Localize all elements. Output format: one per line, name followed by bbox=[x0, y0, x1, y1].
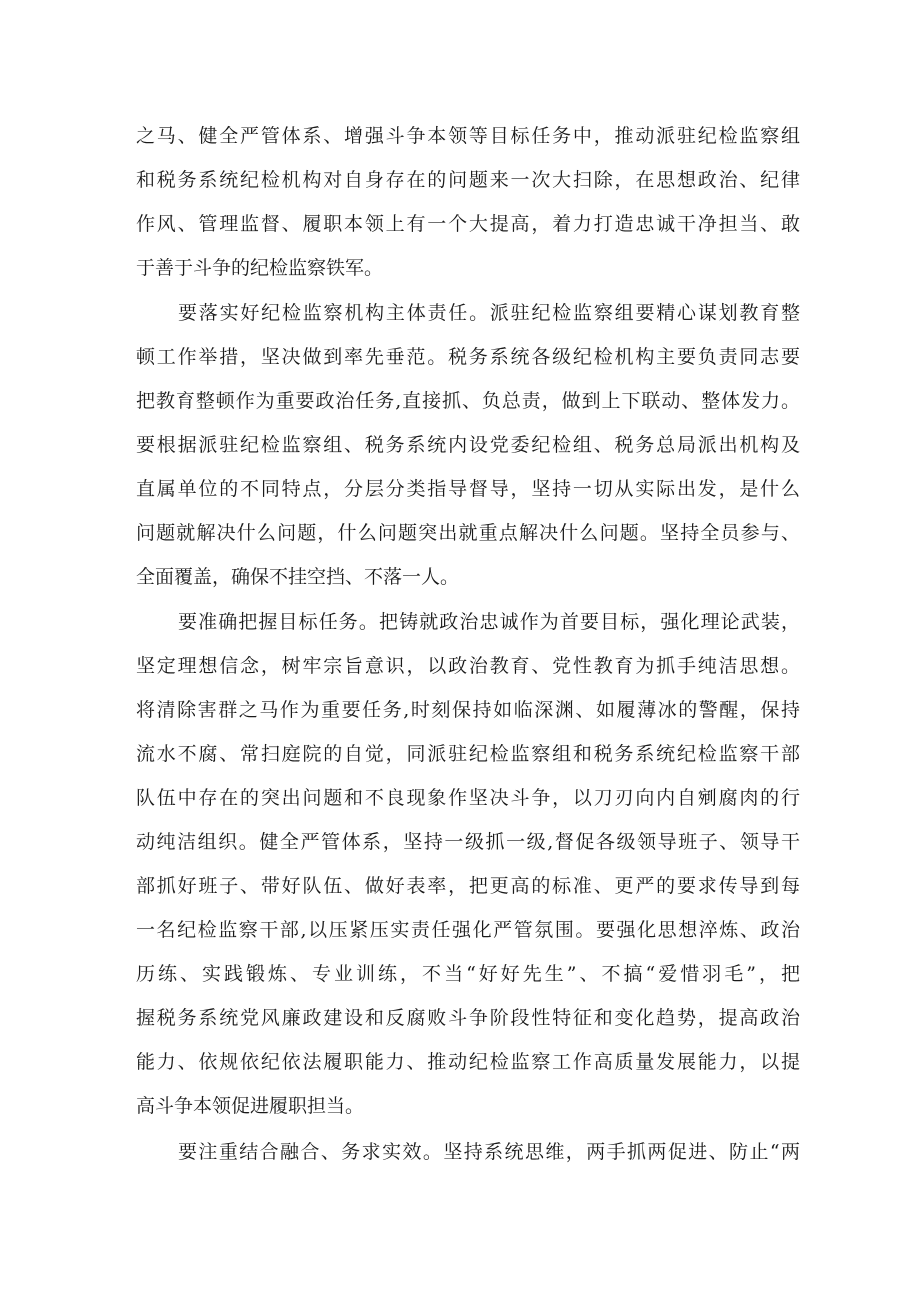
paragraph-first-line: 要注重结合融合、务求实效。坚持系统思维，两手抓两促进、防止“两 bbox=[178, 1141, 800, 1163]
text-line: 问题就解决什么问题，什么问题突出就重点解决什么问题。坚持全员参与、 bbox=[136, 522, 800, 544]
text-line: 作风、管理监督、履职本领上有一个大提高，着力打造忠诚干净担当、敢 bbox=[136, 213, 800, 235]
text-line: 一名纪检监察干部,以压紧压实责任强化严管氛围。要强化思想淬炼、政治 bbox=[136, 919, 800, 941]
text-line: 部抓好班子、带好队伍、做好表率，把更高的标准、更严的要求传导到每 bbox=[136, 875, 800, 897]
text-line: 于善于斗争的纪检监察铁军。 bbox=[136, 257, 384, 279]
text-line: 和税务系统纪检机构对自身存在的问题来一次大扫除，在思想政治、纪律 bbox=[136, 169, 800, 191]
text-line: 顿工作举措，坚决做到率先垂范。税务系统各级纪检机构主要负责同志要 bbox=[136, 346, 800, 368]
text-line: 把教育整顿作为重要政治任务,直接抓、负总责，做到上下联动、整体发力。 bbox=[136, 390, 800, 412]
text-line: 高斗争本领促进履职担当。 bbox=[136, 1095, 365, 1117]
paragraph-first-line: 要落实好纪检监察机构主体责任。派驻纪检监察组要精心谋划教育整 bbox=[178, 302, 800, 324]
text-line: 要根据派驻纪检监察组、税务系统内设党委纪检组、税务总局派出机构及 bbox=[136, 434, 800, 456]
paragraph-first-line: 要准确把握目标任务。把铸就政治忠诚作为首要目标，强化理论武装， bbox=[178, 611, 800, 633]
text-line: 流水不腐、常扫庭院的自觉，同派驻纪检监察组和税务系统纪检监察干部 bbox=[136, 743, 800, 765]
text-line: 能力、依规依纪依法履职能力、推动纪检监察工作高质量发展能力，以提 bbox=[136, 1051, 800, 1073]
text-line: 队伍中存在的突出问题和不良现象作坚决斗争，以刀刃向内自剜腐肉的行 bbox=[136, 787, 800, 809]
text-line: 全面覆盖，确保不挂空挡、不落一人。 bbox=[136, 566, 460, 588]
text-line: 之马、健全严管体系、增强斗争本领等目标任务中，推动派驻纪检监察组 bbox=[136, 125, 800, 147]
text-line: 历练、实践锻炼、专业训练，不当“好好先生”、不搞“爱惜羽毛”，把 bbox=[136, 963, 800, 985]
text-line: 坚定理想信念，树牢宗旨意识，以政治教育、党性教育为抓手纯洁思想。 bbox=[136, 655, 800, 677]
text-line: 握税务系统党风廉政建设和反腐败斗争阶段性特征和变化趋势，提高政治 bbox=[136, 1007, 800, 1029]
text-line: 直属单位的不同特点，分层分类指导督导，坚持一切从实际出发，是什么 bbox=[136, 478, 800, 500]
text-line: 动纯洁组织。健全严管体系，坚持一级抓一级,督促各级领导班子、领导干 bbox=[136, 831, 800, 853]
text-line: 将清除害群之马作为重要任务,时刻保持如临深渊、如履薄冰的警醒，保持 bbox=[136, 699, 800, 721]
